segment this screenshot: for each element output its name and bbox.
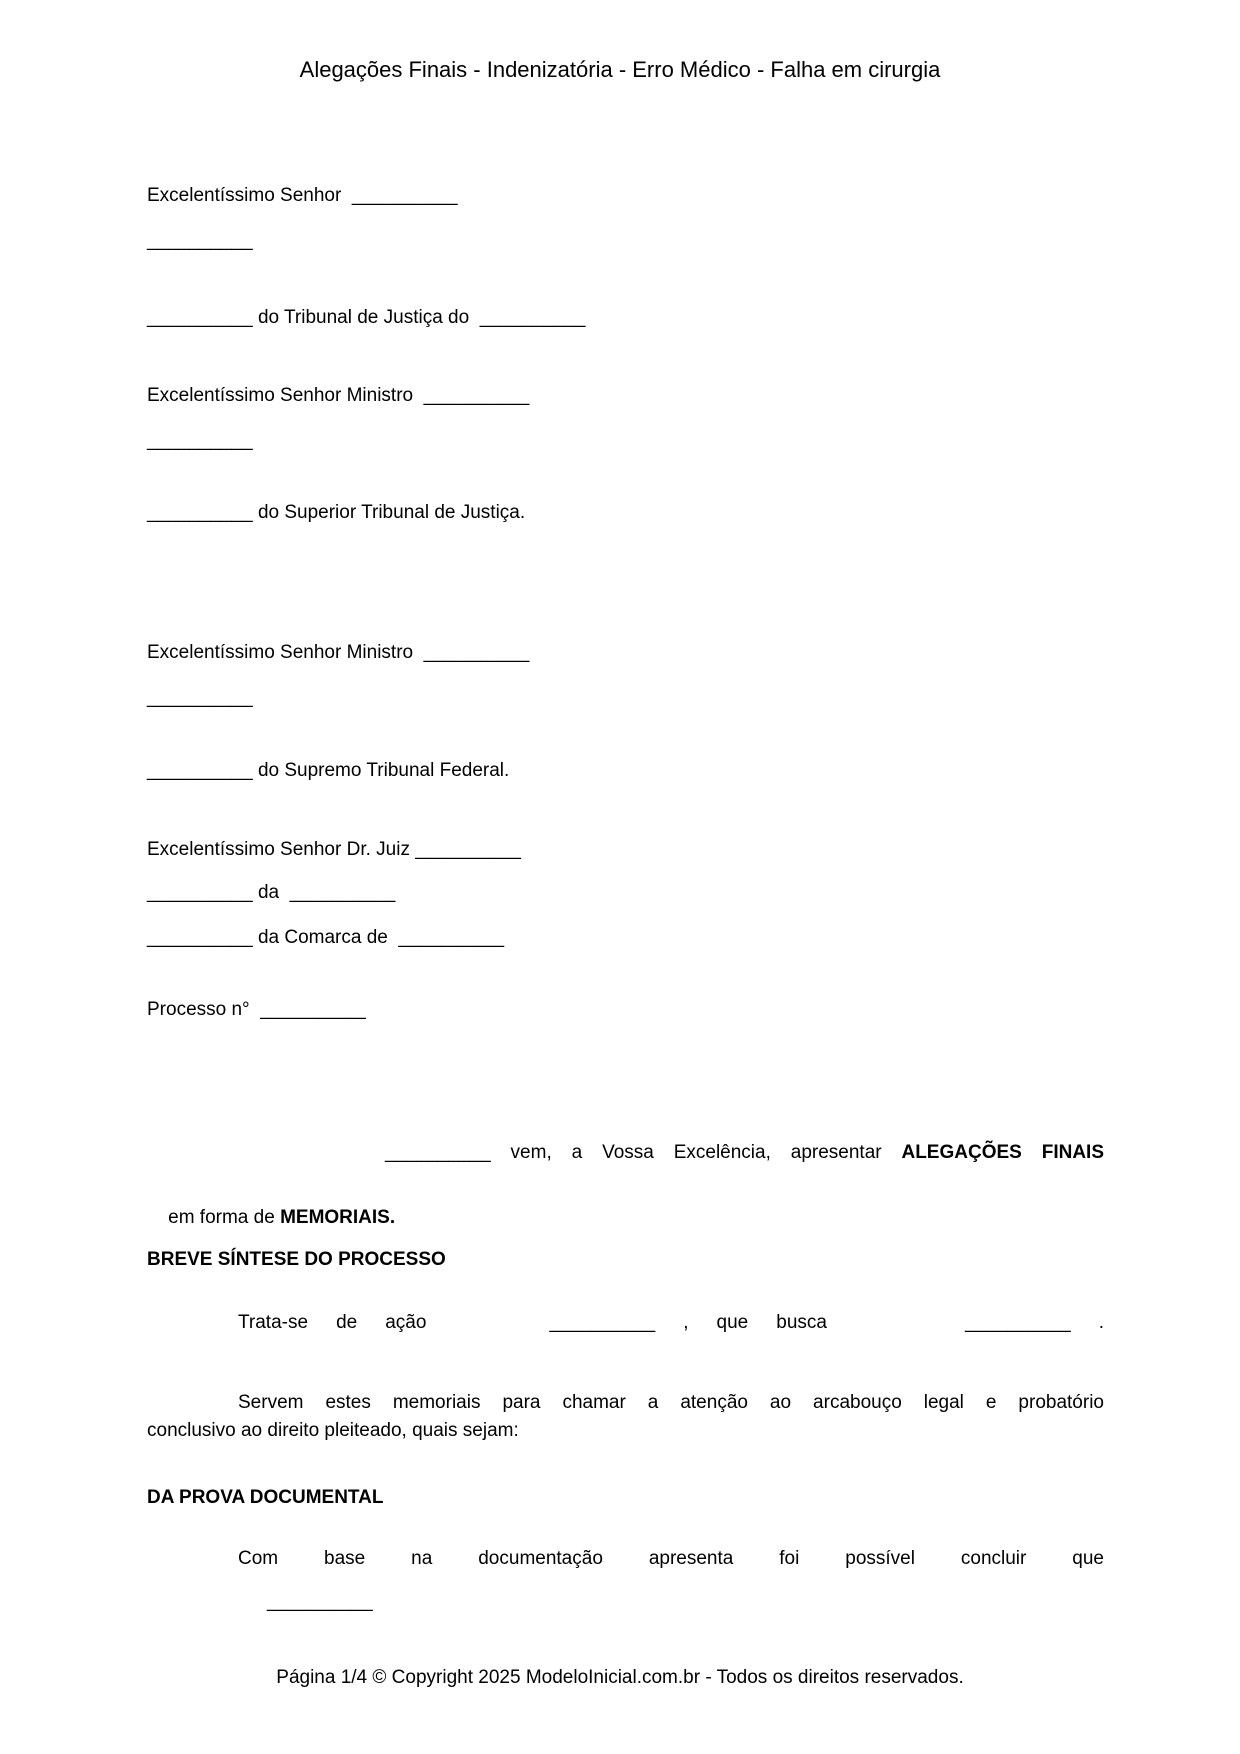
memoriais-bold: MEMORIAIS. xyxy=(280,1207,396,1228)
trata-se-text: Trata-se de ação xyxy=(238,1312,427,1333)
heading-da-prova-documental: DA PROVA DOCUMENTAL xyxy=(147,1487,384,1508)
intro-paragraph-line-1 xyxy=(147,1141,1104,1164)
intro-paragraph-line-2 xyxy=(147,1183,395,1252)
addressee-ministro-stj-line: Excelentíssimo Senhor Ministro __________ xyxy=(147,385,530,406)
com-base-line: Com base na documentação apresenta foi possível concluir que xyxy=(238,1548,1104,1569)
addressee-blank-line-1: __________ xyxy=(147,230,253,251)
trata-se-period: . xyxy=(1098,1312,1105,1333)
addressee-comarca-line: __________ da Comarca de __________ xyxy=(147,927,505,948)
processo-number-line: Processo n° __________ xyxy=(147,999,366,1020)
addressee-supremo-tribunal-line: __________ do Supremo Tribunal Federal. xyxy=(147,760,510,781)
page-footer-copyright: Página 1/4 © Copyright 2025 ModeloInicial.com.br - Todos os direitos reservados. xyxy=(276,1667,964,1688)
que-busca-text: , que busca xyxy=(683,1312,827,1333)
intro-vem-text: vem, a Vossa Excelência, apresentar xyxy=(490,1142,902,1163)
addressee-tribunal-justica-line: __________ do Tribunal de Justiça do __________ xyxy=(147,307,586,328)
conclusao-blank-line: __________ xyxy=(267,1591,373,1612)
servem-paragraph-line-2: conclusivo ao direito pleiteado, quais sejam: xyxy=(147,1420,519,1441)
heading-breve-sintese: BREVE SÍNTESE DO PROCESSO xyxy=(147,1249,446,1270)
em-forma-text: em forma de xyxy=(168,1207,281,1228)
addressee-vara-line: __________ da __________ xyxy=(147,882,396,903)
servem-paragraph-line-1: Servem estes memoriais para chamar a atenção ao arcabouço legal e probatório xyxy=(238,1392,1104,1413)
busca-blank: __________ xyxy=(965,1312,1071,1333)
document-title: Alegações Finais - Indenizatória - Erro Médico - Falha em cirurgia xyxy=(299,57,941,82)
alegacoes-finais-bold: ALEGAÇÕES FINAIS xyxy=(901,1142,1104,1163)
addressee-ministro-stf-line: Excelentíssimo Senhor Ministro __________ xyxy=(147,642,530,663)
trata-se-line xyxy=(238,1311,1104,1334)
addressee-senhor-line: Excelentíssimo Senhor __________ xyxy=(147,185,458,206)
addressee-blank-line-2: __________ xyxy=(147,430,253,451)
intro-party-blank: __________ xyxy=(385,1142,491,1163)
addressee-blank-line-3: __________ xyxy=(147,687,253,708)
acao-blank: __________ xyxy=(549,1312,656,1333)
addressee-superior-tribunal-line: __________ do Superior Tribunal de Justiça. xyxy=(147,502,526,523)
addressee-juiz-line: Excelentíssimo Senhor Dr. Juiz __________ xyxy=(147,839,521,860)
